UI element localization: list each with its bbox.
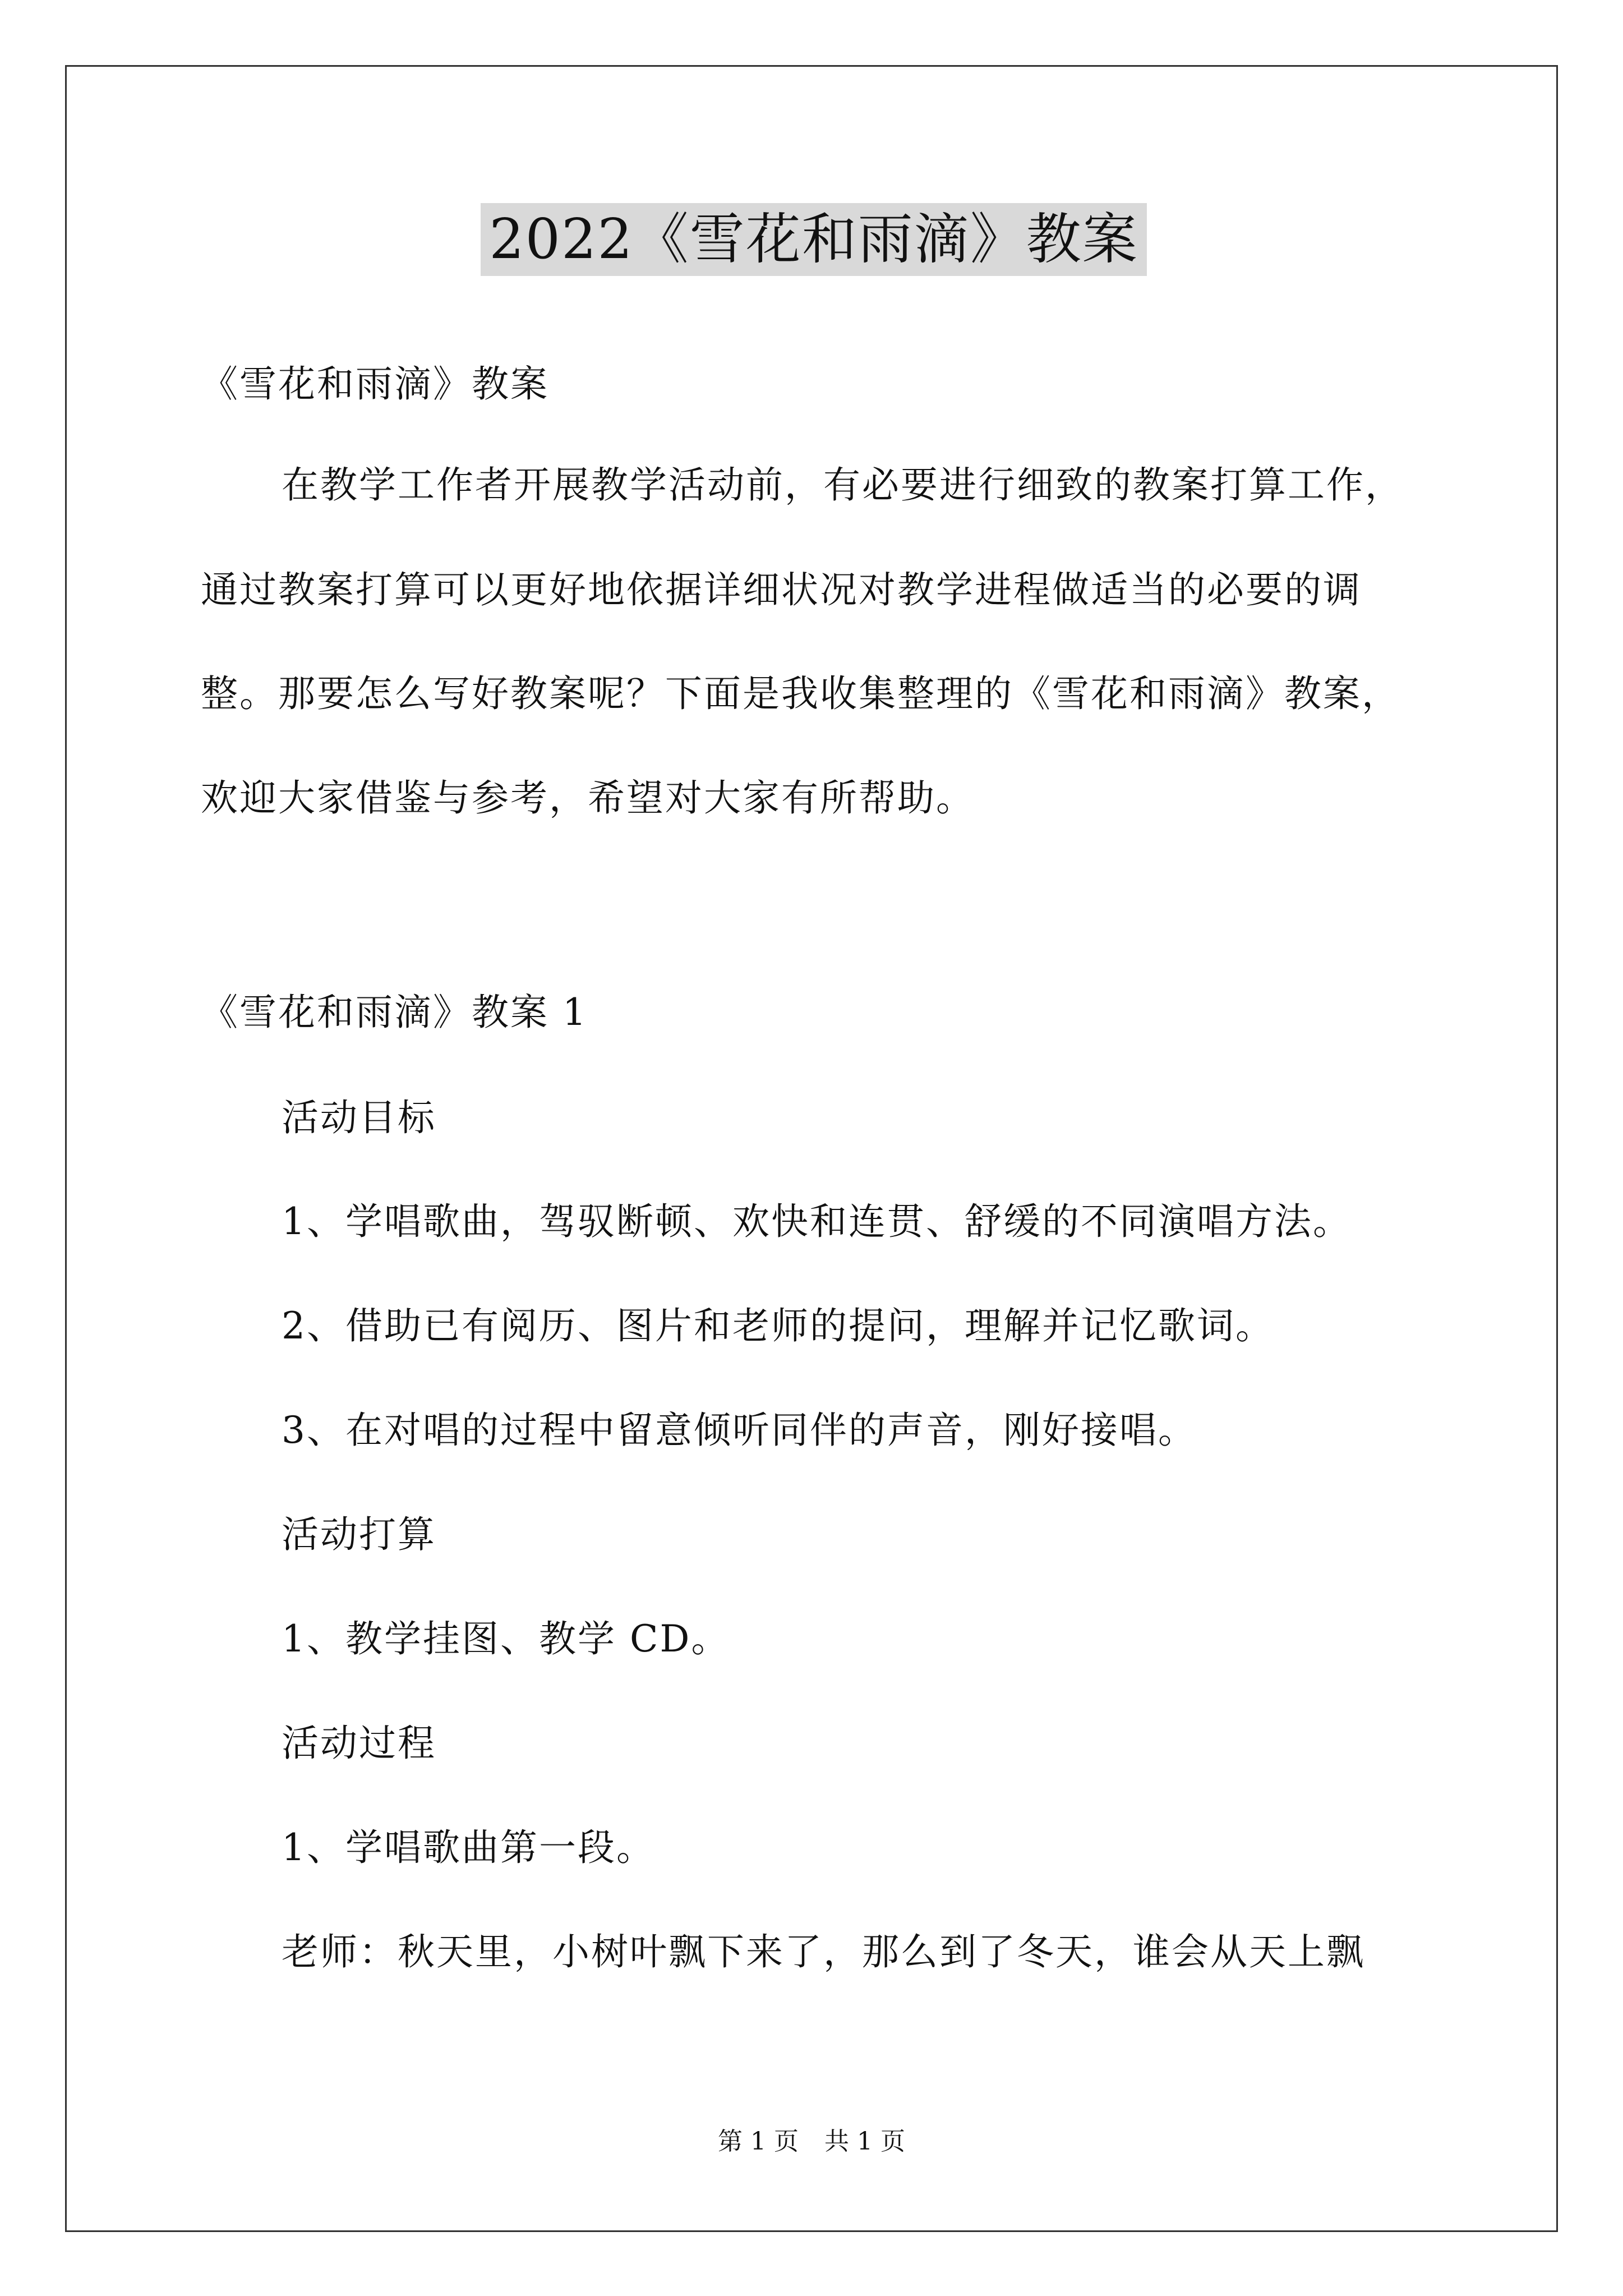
subheading-activity-process: 活动过程	[282, 1722, 436, 1765]
dialogue-line: 老师：秋天里，小树叶飘下来了，那么到了冬天，谁会从天上飘	[282, 1930, 1365, 1973]
goal-item: 1、学唱歌曲，驾驭断顿、欢快和连贯、舒缓的不同演唱方法。	[282, 1200, 1352, 1243]
lesson-plan-heading: 《雪花和雨滴》教案 1	[201, 991, 588, 1034]
document-title: 2022《雪花和雨滴》教案	[481, 203, 1147, 276]
preparation-item: 1、教学挂图、教学 CD。	[282, 1617, 730, 1660]
goal-item: 3、在对唱的过程中留意倾听同伴的声音，刚好接唱。	[282, 1409, 1197, 1452]
page-footer	[0, 2125, 1623, 2159]
intro-paragraph-line: 整。那要怎么写好教案呢？下面是我收集整理的《雪花和雨滴》教案，	[201, 672, 1400, 715]
intro-paragraph-line: 欢迎大家借鉴与参考，希望对大家有所帮助。	[201, 776, 975, 820]
goal-item: 2、借助已有阅历、图片和老师的提问，理解并记忆歌词。	[282, 1304, 1274, 1347]
intro-paragraph-line: 在教学工作者开展教学活动前，有必要进行细致的教案打算工作，	[282, 463, 1404, 507]
subheading-activity-preparation: 活动打算	[282, 1513, 436, 1556]
subheading-activity-goals: 活动目标	[282, 1096, 436, 1139]
process-item: 1、学唱歌曲第一段。	[282, 1826, 655, 1869]
page-total: 共 1 页	[824, 2127, 905, 2156]
section-heading: 《雪花和雨滴》教案	[201, 362, 549, 406]
page-number: 第 1 页	[718, 2127, 799, 2156]
intro-paragraph-line: 通过教案打算可以更好地依据详细状况对教学进程做适当的必要的调	[201, 568, 1362, 611]
